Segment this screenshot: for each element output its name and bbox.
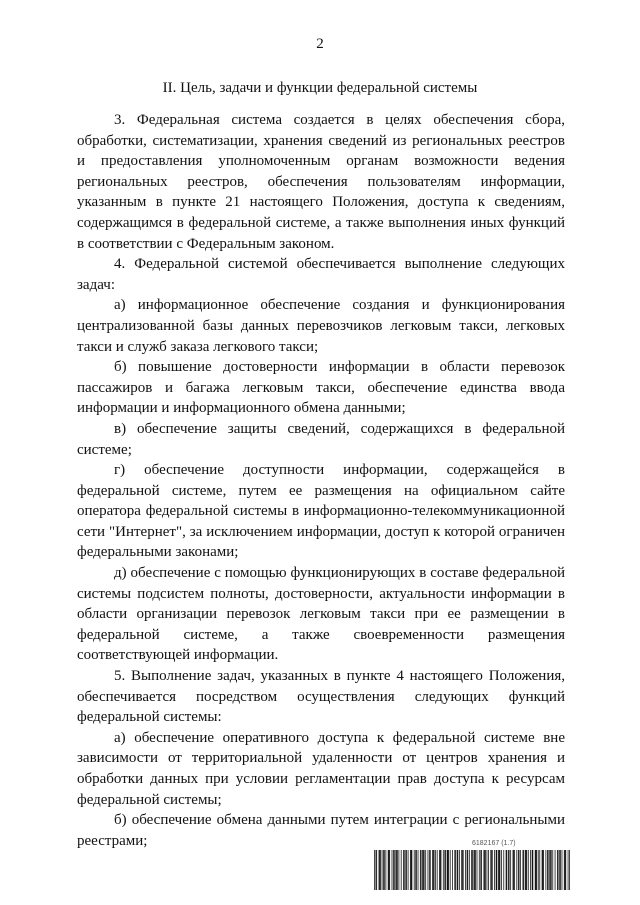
barcode-bar (396, 850, 397, 890)
barcode-bar (514, 850, 515, 890)
barcode-bar (415, 850, 416, 890)
barcode-bar (445, 850, 446, 890)
barcode-bar (510, 850, 511, 890)
barcode-bar (565, 850, 566, 890)
barcode-bar (434, 850, 435, 890)
barcode-bar (518, 850, 519, 890)
barcode-bar (500, 850, 501, 890)
page-number: 2 (316, 36, 324, 52)
barcode-bar (569, 850, 570, 890)
barcode-bar (462, 850, 463, 890)
barcode-bar (471, 850, 472, 890)
barcode-bar (389, 850, 390, 890)
barcode-bar (376, 850, 377, 890)
barcode-bar (424, 850, 425, 890)
paragraph-4b: б) повышение достоверности информации в области перевозок пассажиров и багажа легковым такси, обеспечение единства ввода информации и информационного обмена данными; (77, 359, 565, 417)
barcode-bar (448, 850, 449, 890)
barcode-bar (469, 850, 470, 890)
barcode-bar (393, 850, 394, 890)
barcode-bar (422, 850, 423, 890)
barcode-bar (501, 850, 502, 890)
barcode-bar (555, 850, 556, 890)
barcode-bar (457, 850, 458, 890)
barcode-bar (488, 850, 489, 890)
barcode-bar (401, 850, 402, 890)
barcode-bar (538, 850, 539, 890)
barcode-bar (421, 850, 422, 890)
barcode-bar (550, 850, 551, 890)
barcode-bar (480, 850, 481, 890)
barcode-bar (499, 850, 500, 890)
barcode-bar (548, 850, 549, 890)
paragraph-5b: б) обеспечение обмена данными путем интеграции с региональными реестрами; (77, 812, 565, 849)
barcode-bar (479, 850, 480, 890)
barcode-bar (535, 850, 536, 890)
barcode-bar (440, 850, 441, 890)
barcode-bar (425, 850, 426, 890)
barcode-bar (432, 850, 433, 890)
barcode-bar (503, 850, 504, 890)
barcode-bar (408, 850, 409, 890)
paragraph-4a: а) информационное обеспечение создания и функционирования централизованной базы данных перевозчиков легковым такси, легковых такси и служб заказа легкового такси; (77, 297, 565, 355)
paragraph-4: 4. Федеральной системой обеспечивается выполнение следующих задач: (77, 256, 565, 293)
barcode-bar (528, 850, 529, 890)
barcode-bar (484, 850, 485, 890)
barcode-bar (498, 850, 499, 890)
barcode-bar (406, 850, 407, 890)
barcode-bar (448, 850, 449, 890)
barcode-bar (568, 850, 569, 890)
barcode-bar (506, 850, 507, 890)
barcode-bar (441, 850, 442, 890)
barcode-bar (543, 850, 544, 890)
barcode-bar (454, 850, 455, 890)
barcode-bar (429, 850, 430, 890)
barcode-bar (483, 850, 484, 890)
barcode-bar (379, 850, 380, 890)
barcode-bar (376, 850, 377, 890)
barcode-bar (516, 850, 517, 890)
document-body (77, 110, 565, 851)
barcode-bar (557, 850, 558, 890)
barcode-bar (423, 850, 424, 890)
barcode-bar (383, 850, 384, 890)
paragraph-5a: а) обеспечение оперативного доступа к федеральной системе вне зависимости от территориальной удаленности от центров хранения и обработки данных при условии регламентации прав доступа к ресурсам федеральной системы; (77, 729, 565, 808)
paragraph-4v: в) обеспечение защиты сведений, содержащихся в федеральной системе; (77, 420, 565, 458)
barcode-bar (506, 850, 507, 890)
barcode-bar (552, 850, 553, 890)
barcode-bar (452, 850, 453, 890)
barcode-bar (418, 850, 419, 890)
barcode-bar (392, 850, 393, 890)
barcode-bar (536, 850, 537, 890)
barcode-bar (539, 850, 540, 890)
barcode-bar (490, 850, 491, 890)
barcode-bar (374, 850, 375, 890)
barcode-bar (492, 850, 493, 890)
barcode-bar (485, 850, 486, 890)
barcode-graphic (374, 850, 570, 890)
barcode-bar (385, 850, 386, 890)
barcode-bar (564, 850, 565, 890)
barcode-bar (435, 850, 436, 890)
barcode-bar (455, 850, 456, 890)
barcode-bar (430, 850, 431, 890)
barcode-bar (559, 850, 560, 890)
barcode-bar (526, 850, 527, 890)
paragraph-3: 3. Федеральная система создается в целях обеспечения сбора, обработки, систематизации, хранения сведений из региональных реестров и предоставления уполномоченным органам возможности ведения региональных реестров, обеспечения пользователям информации, указанным в пункте 21 настоящего Положения, доступа к сведениям, содержащимся в федеральной системе, а также выполнения иных функций в соответствии с Федеральным законом. (77, 112, 565, 252)
barcode-bar (494, 850, 495, 890)
barcode-bar (525, 850, 526, 890)
barcode-bar (404, 850, 405, 890)
barcode-bar (428, 850, 429, 890)
barcode-bar (530, 850, 531, 890)
barcode-bar (465, 850, 466, 890)
barcode-bar (472, 850, 473, 890)
barcode-bar (536, 850, 537, 890)
barcode-bar (389, 850, 390, 890)
barcode-bar (380, 850, 381, 890)
barcode-bar (519, 850, 520, 890)
paragraph-4g: г) обеспечение доступности информации, содержащейся в федеральной системе, путем ее размещения на официальном сайте оператора федеральной системы в информационно-телекоммуникационной сети "Интернет", за исключением информации, доступ к которой ограничен федеральными законами; (77, 462, 565, 561)
barcode-bar (410, 850, 411, 890)
barcode-bar (562, 850, 563, 890)
barcode-bar (416, 850, 417, 890)
section-title: II. Цель, задачи и функции федеральной системы (162, 80, 478, 96)
barcode-bar (475, 850, 476, 890)
barcode-bar (560, 850, 561, 890)
barcode-bar (513, 850, 514, 890)
barcode-bar (547, 850, 548, 890)
barcode-bar (382, 850, 383, 890)
barcode-bar (532, 850, 533, 890)
barcode-bar (481, 850, 482, 890)
barcode-bar (520, 850, 521, 890)
barcode-bar (461, 850, 462, 890)
barcode-bar (558, 850, 559, 890)
barcode-bar (450, 850, 451, 890)
barcode-bar (444, 850, 445, 890)
barcode-bar (411, 850, 412, 890)
barcode-bar (532, 850, 533, 890)
barcode-bar (403, 850, 404, 890)
barcode-bar (457, 850, 458, 890)
barcode-bar (467, 850, 468, 890)
barcode-bar (496, 850, 497, 890)
barcode (374, 840, 570, 890)
barcode-bar (542, 850, 543, 890)
barcode-bar (437, 850, 438, 890)
paragraph-4d: д) обеспечение с помощью функционирующих в составе федеральной системы подсистем полноты, достоверности, актуальности информации в области организации перевозок легковым такси при ее размещении в федеральной системе, а также своевременности размещения соответствующей информации. (77, 565, 565, 664)
barcode-bar (443, 850, 444, 890)
barcode-bar (395, 850, 396, 890)
barcode-bar (509, 850, 510, 890)
barcode-bar (379, 850, 380, 890)
barcode-bar (467, 850, 468, 890)
barcode-bar (508, 850, 509, 890)
barcode-bar (394, 850, 395, 890)
barcode-bar (487, 850, 488, 890)
barcode-bar (491, 850, 492, 890)
barcode-bar (497, 850, 498, 890)
barcode-bar (420, 850, 421, 890)
barcode-bar (405, 850, 406, 890)
barcode-bar (565, 850, 566, 890)
barcode-bar (384, 850, 385, 890)
barcode-bar (412, 850, 413, 890)
barcode-bar (388, 850, 389, 890)
barcode-bar (474, 850, 475, 890)
barcode-bar (477, 850, 478, 890)
barcode-bar (397, 850, 398, 890)
barcode-bar (439, 850, 440, 890)
barcode-bar (546, 850, 547, 890)
barcode-bar (551, 850, 552, 890)
barcode-bar (513, 850, 514, 890)
barcode-bar (414, 850, 415, 890)
barcode-bar (526, 850, 527, 890)
barcode-bar (459, 850, 460, 890)
barcode-bar (433, 850, 434, 890)
paragraph-5: 5. Выполнение задач, указанных в пункте 4 настоящего Положения, обеспечивается посредством осуществления следующих функций федеральной системы: (77, 668, 565, 726)
barcode-bar (463, 850, 464, 890)
barcode-bar (447, 850, 448, 890)
barcode-bar (523, 850, 524, 890)
barcode-bar (399, 850, 400, 890)
barcode-number: 6182167 (1.7) (472, 840, 516, 847)
barcode-bar (523, 850, 524, 890)
barcode-bar (474, 850, 475, 890)
barcode-bar (549, 850, 550, 890)
barcode-bar (542, 850, 543, 890)
